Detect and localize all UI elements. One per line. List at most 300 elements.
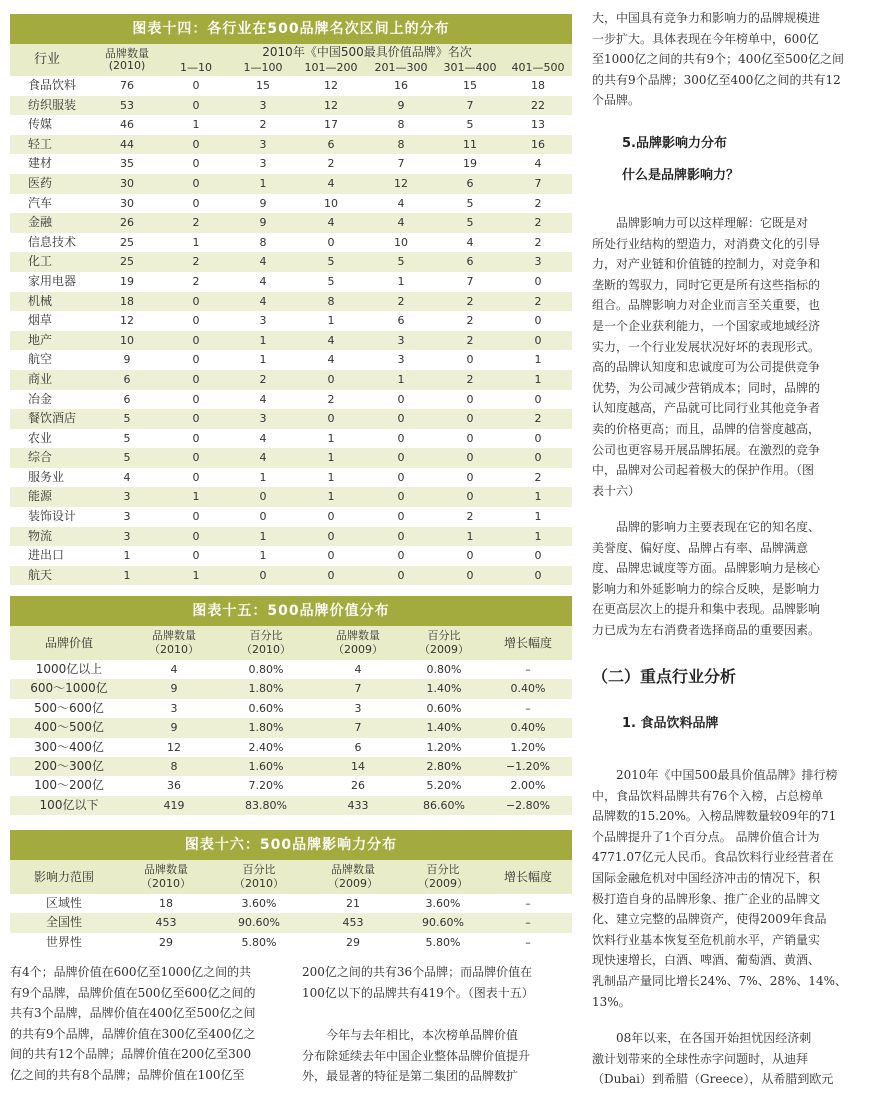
table-cell: 2 [534,196,542,210]
table-cell: 0 [534,549,542,563]
table-cell: 7.20% [248,779,284,793]
table-cell: 6 [354,740,362,754]
table-cell: 26 [92,213,162,233]
table-cell: – [525,935,531,949]
heading-what-is-influence: 什么是品牌影响力？ [622,168,740,183]
table-cell: 1.40% [404,718,484,737]
table-14-header-range: 1—10 [162,60,230,76]
text-line: 的共有9个品牌；300亿至400亿之间的共有12 [592,72,841,87]
text-line: 亿之间的共有8个品牌；品牌价值在100亿至 [10,1067,245,1082]
table-row [10,174,572,194]
table-cell: 5.80% [241,935,277,949]
table-row [10,776,572,795]
text-line: 中，品牌对公司起着极大的保护作用。（图 [592,463,815,478]
table-cell: 22 [504,96,572,116]
text-line: 激计划带来的全球性赤字问题时，从迪拜 [592,1051,809,1066]
table-cell: 1.20% [510,740,546,754]
industry-name: 航天 [10,566,92,586]
text-line: 饮料行业基本恢复至危机前水平，产销量实 [592,932,821,947]
table-cell: 4 [397,196,405,210]
table-cell: 8 [397,118,405,132]
industry-name: 服务业 [28,469,65,484]
text-line: 化、建立完整的品牌资产，使得2009年食品 [592,912,827,927]
table-row [10,796,572,815]
table-cell: 17 [324,118,338,132]
h-line: （2010） [241,643,291,656]
table-cell: 全国性 [10,913,118,932]
table-cell: 2 [162,252,230,272]
table-cell: 8 [366,135,436,155]
table-16-header-count2010 [118,860,214,894]
table-16-grid [10,860,572,952]
industry-name: 进出口 [28,548,65,563]
table-row [10,96,572,116]
table-cell: 1 [192,118,200,132]
table-row [10,679,572,698]
bottom-left-paragraph [10,962,284,1086]
industry-name: 商业 [10,370,92,390]
table-cell: 0 [192,392,200,406]
table-cell: 0 [192,510,200,524]
table-cell: 53 [92,96,162,116]
text-line: 一步扩大。具体表现在今年榜单中，600亿 [592,31,819,46]
table-cell: 0 [466,549,474,563]
text-line: 影响力和外延影响力的综合反映，是影响力 [592,581,821,596]
h-line: （2009） [419,643,469,656]
text-line: （Dubai）到希腊（Greece），从希腊到欧元 [592,1072,834,1087]
table-15-header-value: 品牌价值 [10,626,128,660]
table-cell: 5 [366,252,436,272]
table-cell: 4 [534,157,542,171]
table-cell: 8 [259,235,267,249]
table-cell: 4 [366,213,436,233]
table-row [10,757,572,776]
table-cell: 0 [162,331,230,351]
table-cell: 0 [466,470,474,484]
table-cell: 0 [397,392,405,406]
table-cell: 9 [259,196,267,210]
table-cell: 1 [327,470,335,484]
table-cell: 1 [162,487,230,507]
table-cell: 36 [167,779,181,793]
table-row [10,252,572,272]
table-cell: 1.60% [220,757,312,776]
table-cell: 6 [436,252,504,272]
text-line: 外，最显著的特征是第二集团的品牌数扩 [302,1069,519,1084]
table-cell: 5 [92,448,162,468]
industry-name: 烟草 [28,313,53,328]
table-cell: 0 [366,566,436,586]
table-cell: 30 [92,174,162,194]
table-cell: 100～200亿 [34,778,104,793]
table-cell: 2 [192,274,200,288]
table-row [10,331,572,351]
table-cell: 5 [436,213,504,233]
table-cell: 0 [504,331,572,351]
text-line: 表十六） [592,483,641,498]
table-14-header-range: 101—200 [296,60,366,76]
table-cell: 5 [327,274,335,288]
table-14-grid [10,44,572,585]
table-cell: 0 [327,549,335,563]
table-row [10,448,572,468]
table-cell: 19 [463,157,477,171]
table-cell: 区域性 [45,896,82,910]
industry-name: 机械 [10,292,92,312]
table-cell: 3 [123,510,131,524]
text-line: 200亿之间的共有36个品牌；而品牌价值在 [302,965,533,979]
table-row [10,527,572,547]
table-cell: 0 [230,566,296,586]
table-15-header-pct2009 [404,626,484,660]
table-cell: 0 [192,314,200,328]
industry-name: 农业 [28,430,53,445]
text-line: 100亿以下的品牌共有419个。（图表十五） [302,985,534,1000]
table-15-header-pct2010 [220,626,312,660]
text-line: 实力，一个行业发展状况好坏的表现形式。 [592,339,821,354]
table-cell: 0 [192,79,200,92]
table-cell: 1 [504,527,572,547]
table-row [10,115,572,135]
heading-brand-influence: 5.品牌影响力分布 [622,136,727,151]
h-line: （2009） [328,877,378,890]
table-cell: 0 [436,448,504,468]
table-cell: 3 [92,527,162,547]
table-row [10,913,572,932]
table-16-title: 图表十六：500品牌影响力分布 [10,830,572,860]
industry-name: 化工 [10,252,92,272]
table-cell: 419 [128,796,220,815]
table-cell: 0 [162,409,230,429]
table-cell: 2 [162,213,230,233]
table-cell: 13 [531,118,545,132]
table-16-header-count2009 [304,860,402,894]
table-cell: 0 [366,487,436,507]
h-line: 品牌数量 [152,629,196,642]
table-cell: 2 [230,370,296,390]
table-cell: 12 [120,314,134,328]
table-cell: 0 [296,370,366,390]
table-row [10,154,572,174]
table-row [10,699,572,718]
table-cell: 2 [436,370,504,390]
table-cell: 0 [436,566,504,586]
table-cell: 3 [92,487,162,507]
table-cell: 3 [230,135,296,155]
table-cell: 30 [120,196,134,210]
table-cell: 1 [259,549,267,563]
table-cell: 2 [466,314,474,328]
table-cell: 3 [230,96,296,116]
table-cell: 0 [192,157,200,171]
table-cell: 0 [192,470,200,484]
table-row [10,370,572,390]
table-cell: 3 [170,701,178,715]
industry-name: 传媒 [28,117,53,132]
table-cell: 14 [312,757,404,776]
table-16-header-growth: 增长幅度 [484,860,572,894]
table-cell: 0 [534,314,542,328]
table-cell: 3 [354,701,362,715]
table-row [10,272,572,292]
table-cell: 0 [534,431,542,445]
industry-name: 食品饮料 [28,78,77,92]
text-line: 高的品牌认知度和忠诚度可为公司提供竞争 [592,360,821,375]
table-cell: 3 [259,157,267,171]
table-cell: 4 [230,448,296,468]
table-cell: −2.80% [484,796,572,815]
h-line: 百分比 [426,863,460,876]
table-cell: 0 [192,353,200,367]
table-cell: 9 [128,679,220,698]
table-cell: 16 [504,135,572,155]
text-line: 优势，为公司减少营销成本；同时，品牌的 [592,380,821,395]
table-cell: 1 [397,274,405,288]
industry-name: 餐饮酒店 [10,409,92,429]
table-16 [10,830,572,952]
table-cell: 25 [120,235,134,249]
table-cell: 0 [162,292,230,312]
table-15 [10,596,572,815]
table-cell: 76 [120,79,134,92]
table-cell: 2 [436,331,504,351]
table-cell: 12 [296,96,366,116]
table-cell: 1 [436,527,504,547]
table-row [10,507,572,527]
table-cell: 6 [92,370,162,390]
table-row [10,894,572,913]
table-cell: 0.40% [484,679,572,698]
industry-name: 纺织服装 [10,96,92,116]
table-cell: 1 [504,370,572,390]
table-cell: 453 [118,913,214,932]
table-cell: 600～1000亿 [10,679,128,698]
table-cell: 90.60% [402,913,484,932]
table-cell: 10 [92,331,162,351]
table-14-header-group: 2010年《中国500最具价值品牌》名次 [162,44,572,60]
table-cell: 46 [120,118,134,132]
text-line: 国际金融危机对中国经济冲击的情况下，积 [592,870,821,885]
industry-name: 家用电器 [28,273,77,288]
table-cell: 10 [394,235,408,249]
h-line: （2010） [149,643,199,656]
industry-name: 轻工 [10,135,92,155]
table-cell: – [525,897,531,910]
bottom-middle-paragraph-2 [302,1025,568,1087]
table-cell: 100亿以下 [10,796,128,815]
table-cell: 8 [296,292,366,312]
table-cell: 90.60% [214,913,304,932]
table-row [10,194,572,214]
table-cell: 0 [230,487,296,507]
table-cell: 3 [504,252,572,272]
table-cell: 0 [466,392,474,406]
table-row [10,350,572,370]
table-cell: 1.80% [220,718,312,737]
text-line: 间的共有12个品牌；品牌价值在200亿至300 [10,1047,252,1062]
text-line: 2010年《中国500最具价值品牌》排行榜 [616,768,838,782]
table-14-header-range: 201—300 [366,60,436,76]
table-cell: 4 [230,252,296,272]
table-cell: 29 [346,935,360,949]
table-cell: 12 [324,79,338,92]
table-cell: 1.40% [404,679,484,698]
text-line: 卖的价格更高；而且，品牌的信誉度越高， [592,421,821,436]
table-cell: 1 [259,353,267,367]
table-cell: 0 [366,527,436,547]
table-cell: 2 [504,213,572,233]
table-cell: 4 [230,292,296,312]
industry-name: 信息技术 [28,234,77,249]
table-cell: 1 [366,370,436,390]
table-cell: 2 [366,292,436,312]
table-cell: 4 [170,663,178,676]
table-cell: 0 [162,135,230,155]
table-15-header-count2009 [312,626,404,660]
text-line: 垄断的驾驭力，同时它更是所有这些指标的 [592,277,821,292]
table-cell: 26 [351,779,365,793]
table-cell: 10 [324,196,338,210]
table-cell: 12 [366,174,436,194]
industry-name: 装饰设计 [28,509,77,524]
table-cell: 5 [296,252,366,272]
table-14-header-range: 401—500 [504,60,572,76]
table-cell: 4 [259,392,267,406]
text-line: 组合。品牌影响力对企业而言至关重要，也 [592,298,821,313]
text-line: 所处行业结构的塑造力，对消费文化的引导 [592,236,821,251]
table-cell: 1 [296,487,366,507]
text-line: 4771.07亿元人民币。食品饮料行业经营者在 [592,850,834,865]
table-cell: 18 [159,897,173,910]
table-cell: 35 [120,157,134,171]
table-14-header-range: 1—100 [230,60,296,76]
h-line: 百分比 [249,629,283,642]
section-key-industry-analysis: （二）重点行业分析 [592,667,737,686]
table-row [10,311,572,331]
text-line: 今年与去年相比，本次榜单品牌价值 [326,1028,519,1042]
table-16-header-pct2010 [214,860,304,894]
text-line: 在更高层次上的提升和集中表现。品牌影响 [592,602,821,617]
table-cell: – [525,663,531,676]
right-paragraph-0 [592,8,862,111]
industry-name: 汽车 [28,195,53,210]
table-cell: 0 [296,566,366,586]
table-cell: 4 [123,470,131,484]
table-cell: 4 [296,331,366,351]
h-line: （2010） [234,877,284,890]
table-cell: 2 [534,235,542,249]
table-cell: 0.60% [426,701,462,715]
table-cell: 0 [504,566,572,586]
table-16-header-pct2009 [402,860,484,894]
table-cell: 453 [304,913,402,932]
table-cell: 5 [466,118,474,132]
table-cell: 12 [167,740,181,754]
table-cell: 5.80% [425,935,461,949]
table-cell: 83.80% [220,796,312,815]
text-line: 中，食品饮料品牌共有76个入榜，占总榜单 [592,788,824,803]
industry-name: 物流 [10,527,92,547]
industry-name: 综合 [10,448,92,468]
table-cell: 0 [192,431,200,445]
table-cell: 5 [92,409,162,429]
table-cell: 1 [230,174,296,194]
table-cell: 7 [312,679,404,698]
table-cell: 1 [327,431,335,445]
table-cell: 1 [259,470,267,484]
right-paragraph-1 [592,213,862,501]
table-cell: 2 [436,292,504,312]
table-row [10,429,572,449]
text-line: 个品牌提升了1个百分点。 品牌价值合计为 [592,829,820,844]
table-cell: 0 [397,431,405,445]
table-cell: 6 [397,314,405,328]
table-cell: 0 [259,510,267,524]
table-14 [10,14,572,585]
table-16-header-scope: 影响力范围 [10,860,118,894]
table-row [10,660,572,679]
text-line: 力，对产业链和价值链的控制力，对竞争和 [592,257,821,272]
table-cell: 0 [327,235,335,249]
text-line: 极打造自身的品牌形象、推广企业的品牌文 [592,891,821,906]
right-paragraph-3 [592,765,862,1012]
h-line: （2010） [141,877,191,890]
bottom-middle-paragraph-1 [302,962,568,1003]
table-cell: 2 [504,409,572,429]
table-cell: 4 [327,353,335,367]
table-cell: 15 [463,79,477,92]
table-cell: 1.20% [426,740,462,754]
table-cell: 3.60% [425,897,461,910]
table-cell: 1 [296,448,366,468]
table-cell: −1.20% [484,757,572,776]
table-cell: 44 [92,135,162,155]
table-cell: 1 [327,314,335,328]
table-cell: 3 [230,409,296,429]
table-cell: 19 [120,274,134,288]
table-cell: 1 [534,510,542,524]
table-14-header-count [92,44,162,76]
text-line: 的共有9个品牌，品牌价值在300亿至400亿之 [10,1026,256,1041]
table-cell: 2.40% [248,740,284,754]
text-line: 品牌影响力可以这样理解：它既是对 [616,216,809,230]
table-cell: 25 [92,252,162,272]
table-cell: 2 [259,118,267,132]
table-cell: 200～300亿 [10,757,128,776]
right-paragraph-4 [592,1028,862,1090]
table-cell: 0.60% [248,701,284,715]
table-cell: 0 [534,392,542,406]
table-row [10,213,572,233]
table-cell: 400～500亿 [10,718,128,737]
right-paragraph-2 [592,517,862,641]
industry-name: 能源 [10,487,92,507]
table-cell: 5 [123,431,131,445]
table-15-grid [10,626,572,815]
table-row [10,566,572,586]
table-cell: 29 [159,935,173,949]
table-cell: 1000亿以上 [35,662,103,676]
table-cell: 500～600亿 [34,700,104,715]
table-15-header-growth: 增长幅度 [484,626,572,660]
table-cell: 1 [123,549,131,563]
table-cell: 2 [534,470,542,484]
table-cell: 2 [327,392,335,406]
table-cell: 433 [312,796,404,815]
table-cell: 4 [296,213,366,233]
table-cell: 8 [128,757,220,776]
table-cell: 1 [230,331,296,351]
